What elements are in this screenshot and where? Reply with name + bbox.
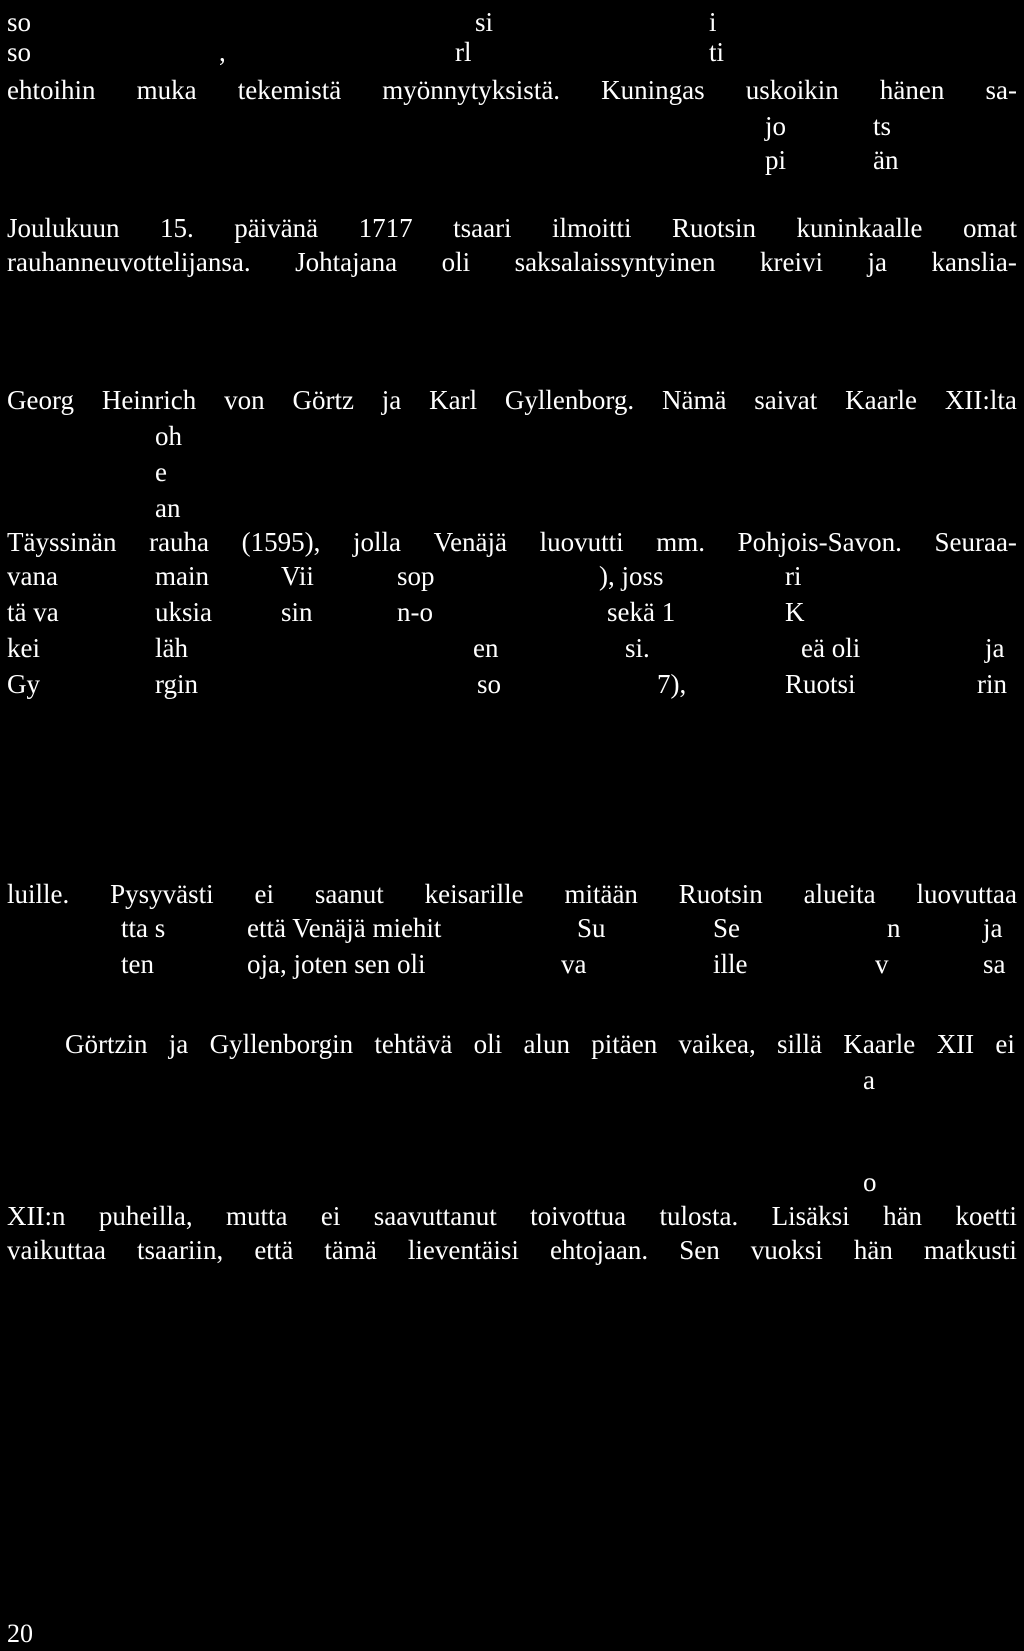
word: kanslia- [931, 247, 1017, 277]
text-fragment: ri [785, 561, 802, 591]
word: Görtzin [65, 1029, 148, 1059]
word: oli [473, 1029, 503, 1059]
word: vaikea, [678, 1029, 756, 1059]
text-line [7, 242, 1017, 282]
text-fragment: ja [983, 913, 1003, 943]
word: saanut [314, 879, 384, 909]
text-fragment: a [863, 1065, 875, 1095]
text-fragment: uksia [155, 597, 212, 627]
word: Nämä [661, 385, 727, 415]
text-fragment: sin [281, 597, 313, 627]
text-fragment: Su [577, 913, 606, 943]
text-fragment: oja, joten sen oli [247, 949, 426, 979]
text-fragment: Vii [281, 561, 314, 591]
word: XII:lta [944, 385, 1017, 415]
text-fragment: sa [983, 949, 1006, 979]
word: Georg [7, 385, 74, 415]
word: tulosta. [659, 1201, 739, 1231]
text-fragment: 7), [657, 669, 687, 699]
text-line [7, 380, 1017, 420]
word: että [254, 1235, 294, 1265]
text-fragment: rin [977, 669, 1007, 699]
word: Pohjois-Savon. [737, 527, 902, 557]
word: vuoksi [750, 1235, 823, 1265]
text-fragment: jo [765, 111, 787, 141]
text-fragment: main [155, 561, 209, 591]
word: luovutti [539, 527, 624, 557]
text-fragment: tä va [7, 597, 59, 627]
text-fragment: än [873, 145, 899, 175]
word: tehtävä [374, 1029, 453, 1059]
word: Gyllenborgin [209, 1029, 354, 1059]
text-fragment: si [475, 7, 494, 37]
word: Ruotsin [678, 879, 763, 909]
text-fragment: ille [713, 949, 748, 979]
word: mm. [656, 527, 705, 557]
word: tekemistä [237, 75, 342, 105]
text-fragment: Ruotsi [785, 669, 856, 699]
word: ei [254, 879, 274, 909]
word: 15. [159, 213, 194, 243]
word: von [224, 385, 265, 415]
text-fragment: i [709, 7, 717, 37]
text-fragment: rl [455, 37, 472, 67]
word: Lisäksi [771, 1201, 850, 1231]
text-fragment: ), joss [599, 561, 664, 591]
text-fragment: e [155, 457, 167, 487]
word: Pysyvästi [110, 879, 214, 909]
word: Joulukuun [7, 213, 120, 243]
word: ja [381, 385, 402, 415]
text-fragment: o [863, 1167, 877, 1197]
word: Kaarle [843, 1029, 916, 1059]
word: saksalaissyntyinen [514, 247, 716, 277]
word: Johtajana [295, 247, 398, 277]
text-fragment: ts [873, 111, 892, 141]
word: ja [867, 247, 887, 277]
word: tämä [324, 1235, 377, 1265]
word: koetti [955, 1201, 1017, 1231]
text-fragment: Se [713, 913, 740, 943]
word: Ruotsin [672, 213, 757, 243]
word: vaikuttaa [7, 1235, 106, 1265]
word: tsaari [453, 213, 512, 243]
text-fragment: en [473, 633, 499, 663]
word: tsaariin, [137, 1235, 224, 1265]
text-fragment: ti [709, 37, 725, 67]
word: ilmoitti [552, 213, 632, 243]
word: ei [995, 1029, 1015, 1059]
word: ja [168, 1029, 189, 1059]
word: uskoikin [745, 75, 839, 105]
text-fragment: , [219, 37, 226, 67]
text-line [65, 1024, 1015, 1064]
word: saivat [754, 385, 818, 415]
text-fragment: ten [121, 949, 154, 979]
text-fragment: pi [765, 145, 787, 175]
word: kreivi [760, 247, 823, 277]
word: XII:n [7, 1201, 66, 1231]
text-fragment: läh [155, 633, 188, 663]
word: pitäen [591, 1029, 658, 1059]
text-fragment: so [7, 7, 32, 37]
word: muka [136, 75, 197, 105]
word: Kaarle [845, 385, 918, 415]
word: Heinrich [101, 385, 197, 415]
text-fragment: K [785, 597, 805, 627]
word: ehtoihin [7, 75, 96, 105]
word: sa- [985, 75, 1017, 105]
word: Seuraa- [934, 527, 1017, 557]
word: alun [523, 1029, 570, 1059]
page-number: 20 [7, 1619, 33, 1648]
word: ehtojaan. [549, 1235, 649, 1265]
text-line [7, 70, 1017, 110]
word: Gyllenborg. [504, 385, 635, 415]
word: ei [320, 1201, 341, 1231]
word: omat [962, 213, 1017, 243]
word: Sen [679, 1235, 720, 1265]
text-fragment: si. [625, 633, 650, 663]
text-fragment: so [477, 669, 502, 699]
word: Täyssinän [7, 527, 117, 557]
text-fragment: n-o [397, 597, 433, 627]
word: päivänä [234, 213, 319, 243]
text-fragment: va [561, 949, 587, 979]
text-fragment: kei [7, 633, 40, 663]
text-fragment: so [7, 37, 32, 67]
text-fragment: v [875, 949, 889, 979]
word: keisarille [424, 879, 524, 909]
word: mutta [226, 1201, 288, 1231]
text-fragment: n [887, 913, 901, 943]
word: hänen [879, 75, 945, 105]
word: puheilla, [98, 1201, 193, 1231]
word: saavuttanut [373, 1201, 497, 1231]
word: 1717 [358, 213, 413, 243]
text-fragment: an [155, 493, 181, 523]
word: Venäjä [433, 527, 508, 557]
text-line [7, 1230, 1017, 1270]
word: myönnytyksistä. [382, 75, 561, 105]
word: Görtz [292, 385, 354, 415]
word: XII [936, 1029, 975, 1059]
word: kuninkaalle [796, 213, 923, 243]
word: matkusti [923, 1235, 1017, 1265]
word: oli [441, 247, 471, 277]
text-fragment: sekä 1 [607, 597, 676, 627]
word: luovuttaa [916, 879, 1017, 909]
word: rauhanneuvottelijansa. [7, 247, 251, 277]
word: sillä [777, 1029, 823, 1059]
word: alueita [803, 879, 876, 909]
word: jolla [352, 527, 401, 557]
text-fragment: sop [397, 561, 435, 591]
word: Karl [429, 385, 478, 415]
word: rauha [149, 527, 210, 557]
word: luille. [7, 879, 70, 909]
word: Kuningas [601, 75, 705, 105]
text-fragment: vana [7, 561, 58, 591]
text-fragment: Gy [7, 669, 40, 699]
text-fragment: tta s [121, 913, 166, 943]
word: (1595), [241, 527, 321, 557]
text-fragment: ja [985, 633, 1005, 663]
text-fragment: eä oli [801, 633, 861, 663]
word: lieventäisi [407, 1235, 519, 1265]
word: hän [853, 1235, 893, 1265]
text-fragment: rgin [155, 669, 199, 699]
text-fragment: oh [155, 421, 182, 451]
word: mitään [564, 879, 638, 909]
word: hän [883, 1201, 923, 1231]
word: toivottua [530, 1201, 627, 1231]
text-fragment: että Venäjä miehit [247, 913, 442, 943]
